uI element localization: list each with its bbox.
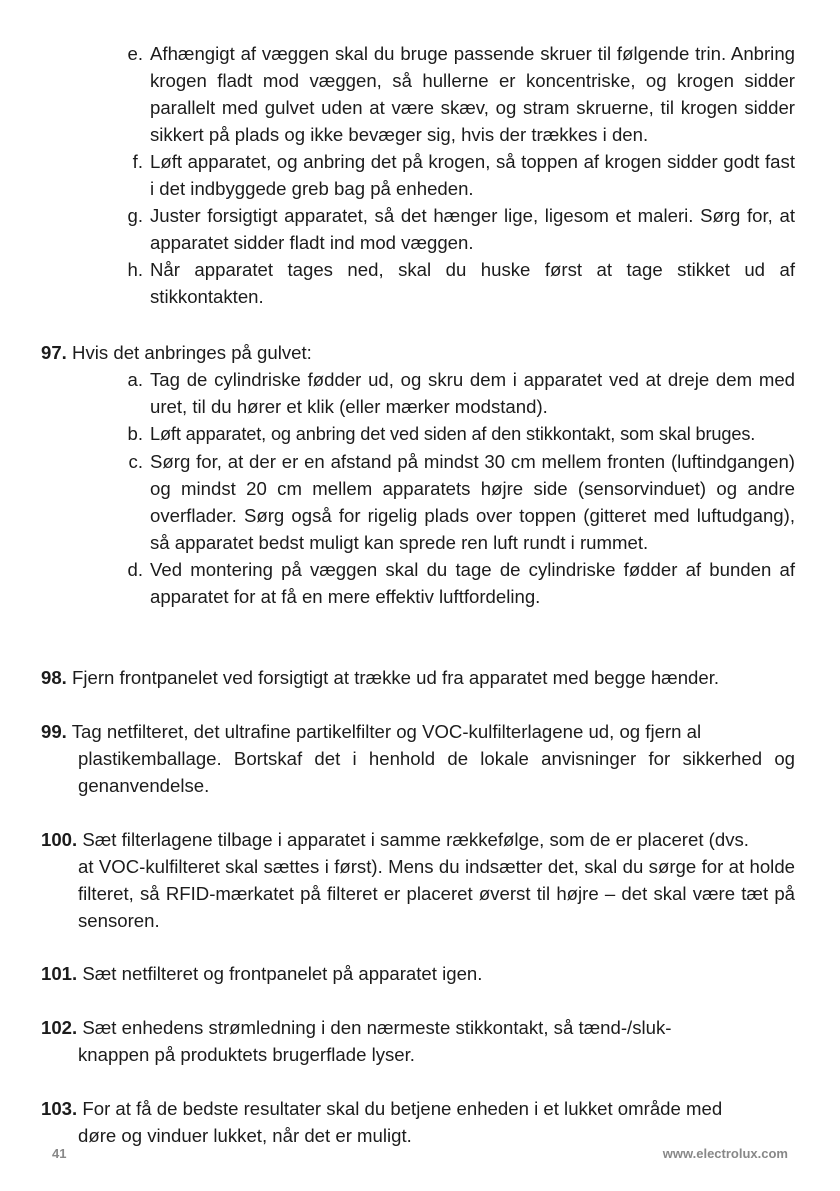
list-item (127, 40, 795, 148)
list-text: Ved montering på væggen skal du tage de cylindriske fødder af bunden af apparatet for at få en mere effektiv luftfordeling. (150, 559, 795, 607)
list-text: Løft apparatet, og anbring det på krogen, så toppen af krogen sidder godt fast i det indbyggede greb bag på enheden. (150, 151, 795, 199)
list-text: Når apparatet tages ned, skal du huske først at tage stikket ud af stikkontakten. (150, 259, 795, 307)
page-number: 41 (52, 1146, 67, 1161)
step-97 (41, 339, 795, 366)
step-text: Sæt netfilteret og frontpanelet på apparatet igen. (82, 963, 483, 984)
step-number: 103. (41, 1098, 78, 1119)
list-text: Afhængigt af væggen skal du bruge passende skruer til følgende trin. Anbring krogen fladt mod væggen, så hullerne er koncentriske, og krogen sidder parallelt med gulvet uden at være skæv, og stram skruerne, til krogen sidder sikkert på plads og ikke bevæger sig, hvis der trækkes i den. (150, 43, 795, 145)
step-number: 98. (41, 667, 67, 688)
step-number: 101. (41, 963, 78, 984)
step-text: Hvis det anbringes på gulvet: (72, 342, 312, 363)
list-letter: c. (128, 451, 143, 472)
list-item (128, 448, 795, 556)
step-text: Sæt filterlagene tilbage i apparatet i samme rækkefølge, som de er placeret (dvs. (82, 829, 749, 850)
list-item (127, 256, 795, 310)
step-100 (41, 826, 795, 934)
step-101 (41, 960, 795, 987)
list-text: Juster forsigtigt apparatet, så det hænger lige, ligesom et maleri. Sørg for, at apparatet sidder fladt ind mod væggen. (150, 205, 795, 253)
list-item (132, 148, 795, 202)
floor-steps-list (127, 366, 795, 610)
step-text-continued: døre og vinduer lukket, når det er muligt. (78, 1125, 412, 1146)
step-text: For at få de bedste resultater skal du betjene enheden i et lukket område med (82, 1098, 723, 1119)
step-text-continued: at VOC-kulfilteret skal sættes i først). Mens du indsætter det, skal du sørge for at holde filteret, så RFID-mærkatet på filteret er placeret øverst til højre – det skal være tæt på sensoren. (78, 856, 795, 931)
website-link[interactable]: www.electrolux.com (662, 1146, 788, 1161)
mounting-steps-list (127, 40, 795, 310)
step-text: Sæt enhedens strømledning i den nærmeste stikkontakt, så tænd-/sluk- (82, 1017, 672, 1038)
list-text: Løft apparatet, og anbring det ved siden af den stikkontakt, som skal bruges. (150, 424, 756, 444)
list-item (127, 420, 795, 448)
step-number: 97. (41, 342, 67, 363)
step-number: 100. (41, 829, 78, 850)
step-text-continued: plastikemballage. Bortskaf det i henhold de lokale anvisninger for sikkerhed og genanvendelse. (78, 748, 795, 796)
list-item (127, 202, 795, 256)
list-text: Sørg for, at der er en afstand på mindst 30 cm mellem fronten (luftindgangen) og mindst 20 cm mellem apparatets højre side (sensorvinduet) og andre overflader. Sørg også for rigelig plads over toppen (gitteret med luftudgang), så apparatet bedst muligt kan sprede ren luft rundt i rummet. (150, 451, 795, 553)
step-text: Tag netfilteret, det ultrafine partikelfilter og VOC-kulfilterlagene ud, og fjern al (71, 721, 702, 742)
list-letter: b. (127, 423, 143, 444)
list-item (127, 366, 795, 420)
list-letter: d. (127, 559, 143, 580)
list-letter: h. (127, 259, 143, 280)
step-text-continued: knappen på produktets brugerflade lyser. (78, 1044, 415, 1065)
list-letter: e. (127, 43, 143, 64)
step-99 (41, 718, 795, 799)
list-text: Tag de cylindriske fødder ud, og skru dem i apparatet ved at dreje dem med uret, til du hører et klik (eller mærker modstand). (150, 369, 795, 417)
list-letter: a. (127, 369, 143, 390)
step-number: 99. (41, 721, 67, 742)
step-102 (41, 1014, 795, 1068)
step-number: 102. (41, 1017, 78, 1038)
step-98 (41, 664, 795, 691)
list-item (127, 556, 795, 610)
step-text: Fjern frontpanelet ved forsigtigt at trække ud fra apparatet med begge hænder. (72, 667, 720, 688)
list-letter: g. (127, 205, 143, 226)
list-letter: f. (132, 151, 143, 172)
